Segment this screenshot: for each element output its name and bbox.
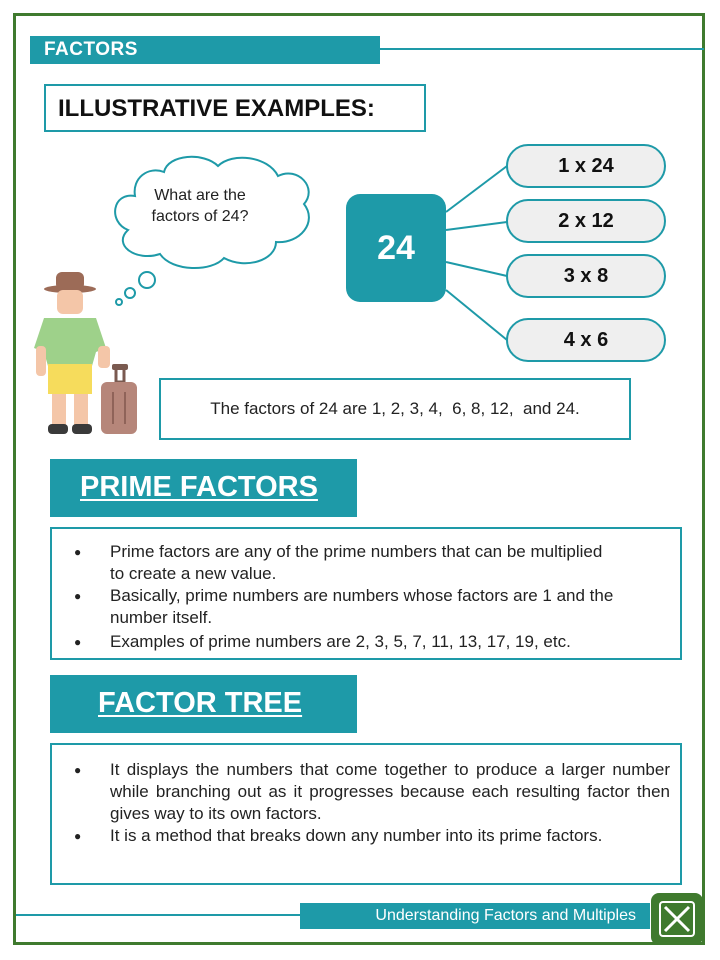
topic-label: FACTORS (44, 39, 138, 60)
factor-pair-1: 1 x 24 (506, 144, 666, 188)
footer-banner (300, 903, 650, 929)
list-item: ● Basically, prime numbers are numbers whose factors are 1 and the number itself. (52, 585, 680, 629)
number-box: 24 (346, 194, 446, 302)
list-item: ● It displays the numbers that come together to produce a larger number while branching out as it progresses because each resulting factor then gives way to its own factors. (52, 759, 680, 825)
list-item: ● It is a method that breaks down any number into its prime factors. (52, 825, 680, 847)
factor-tree-list (52, 759, 680, 847)
factor-pair-4: 4 x 6 (506, 318, 666, 362)
list-item: ● Prime factors are any of the prime numbers that can be multiplied to create a new value. (52, 541, 680, 585)
factor-tree-box (50, 743, 682, 885)
thought-question: What are the factors of 24? (151, 187, 249, 225)
examples-title: ILLUSTRATIVE EXAMPLES: (58, 95, 375, 122)
factor-tree-heading-bar (50, 675, 357, 733)
connector-lines (446, 166, 507, 340)
prime-factors-heading-bar (50, 459, 357, 517)
prime-factors-box (50, 527, 682, 660)
prime-factors-list (52, 541, 680, 653)
prime-factors-heading: PRIME FACTORS (80, 471, 318, 503)
factors-summary-text: The factors of 24 are 1, 2, 3, 4, 6, 8, 12, and 24. (210, 399, 580, 418)
factor-tree-heading: FACTOR TREE (98, 687, 303, 719)
factors-summary (159, 378, 631, 440)
traveller-figure (34, 272, 137, 434)
pencil-ruler-icon (651, 893, 703, 945)
thought-cloud (115, 157, 309, 305)
factor-pair-2: 2 x 12 (506, 199, 666, 243)
footer-rule (16, 914, 300, 916)
list-item: ● Examples of prime numbers are 2, 3, 5, 7, 11, 13, 17, 19, etc. (52, 631, 680, 653)
factor-pair-3: 3 x 8 (506, 254, 666, 298)
footer-title: Understanding Factors and Multiples (375, 907, 636, 924)
